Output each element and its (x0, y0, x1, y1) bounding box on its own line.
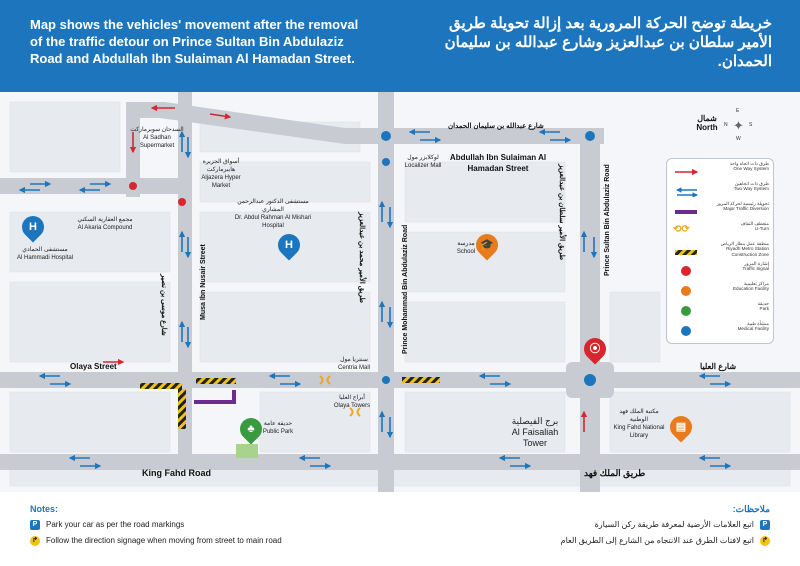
medical-icon: H (29, 221, 37, 233)
label-abdullah-ar: شارع عبدالله بن سليمان الحمدان (448, 123, 544, 130)
place-localizer: لوكلايزر مول Localizer Mall (404, 155, 442, 169)
construction-zone (178, 389, 186, 429)
label-pm-en: Prince Mohammad Bin Abdulaziz Road (402, 224, 409, 354)
compass-ar: شمال (697, 114, 717, 123)
legend-one-way: طرق ذات اتجاه واحد One Way System (667, 161, 773, 177)
place-school: مدرسة School (456, 241, 476, 255)
label-ps-ar: طريق الأمير سلطان بن عبدالعزيز (558, 164, 565, 261)
education-icon: 🎓 (480, 239, 494, 251)
place-mishari: مستشفى الدكتور عبدالرحمن المشاري Dr. Abdul Rahman Al Mishari Hospital (234, 199, 312, 229)
legend-park: حديقة Park (667, 301, 773, 317)
park-pin[interactable] (235, 413, 266, 444)
label-musa-ar: شارع موسى بن نصير (160, 274, 167, 336)
compass-e: E (736, 108, 740, 114)
label-pm-ar: طريق الأمير محمد بن عبدالعزيز (358, 212, 365, 304)
parking-icon: P (30, 520, 40, 530)
construction-zone (402, 377, 440, 383)
legend-medical: منشأة طبية Medical Facility (667, 321, 773, 337)
label-musa-en: Musa Ibn Nusair Street (200, 244, 207, 320)
education-legend-icon (673, 284, 701, 294)
place-public-park: حديقة عامة Public Park (262, 421, 294, 435)
book-icon: ▤ (675, 421, 687, 433)
place-sadhan: السدحان سوبرماركت Al Sadhan Supermarket (130, 127, 184, 149)
signal-legend-icon (673, 264, 701, 274)
compass-w: W (736, 136, 741, 142)
notes-title-ar: ملاحظات: (732, 504, 770, 514)
legend-construction: منطقة عمل مطار الرياض Riyadh Metro Station Construction Zone (667, 241, 773, 257)
king-fahd-road (0, 454, 800, 470)
note-direction-en: Follow the direction signage when moving from street to main road (46, 536, 282, 545)
place-faisaliah: برج الفيصلية Al Faisaliah Tower (511, 416, 559, 448)
compass-s: S (749, 122, 753, 128)
place-akaria: مجمع العقارية السكني Al Akaria Compound (77, 217, 133, 231)
notes-section (0, 492, 800, 566)
title-english: Map shows the vehicles' movement after the removal of the traffic detour on Prince Sultan Bin Abdulaziz Road and Abdullah Ibn Sulaiman Al Hamadan Street. (30, 17, 359, 66)
direction-sign-icon: ↱ (760, 536, 770, 546)
label-ps-en: Prince Sultan Bin Abdulaziz Road (604, 164, 611, 276)
traffic-signal-icon: ⦿ (589, 343, 601, 355)
place-olaya-towers: أبراج العليا Olaya Towers (333, 395, 371, 409)
legend-signal: إشارة المرور Traffic Signal (667, 261, 773, 277)
u-turn-legend-icon: ⟲⟳ (673, 224, 690, 235)
place-hammadi: مستشفى الحمادي Al Hammadi Hospital (16, 247, 74, 261)
library-pin[interactable] (665, 411, 696, 442)
legend-u-turn: ⟲⟳ منعطف التفاف U-Turn (673, 221, 769, 235)
place-library: مكتبة الملك فهد الوطنية King Fahd National Library (613, 409, 665, 439)
traffic-signal-pin[interactable] (579, 333, 610, 364)
header-banner (0, 0, 800, 92)
note-parking-ar: اتبع العلامات الأرضية لمعرفة طريقة ركن السيارة (594, 520, 754, 529)
label-olaya-en: Olaya Street (70, 362, 117, 371)
olaya-road (0, 372, 800, 388)
construction-zone (196, 378, 236, 384)
park-legend-icon (673, 304, 701, 314)
note-direction-ar: اتبع لافتات الطرق عند الانتجاه من الشارع إلى الطريق العام (560, 536, 754, 545)
prince-mohammad-road (378, 92, 394, 492)
compass (696, 106, 756, 146)
medical-icon: H (285, 239, 293, 251)
traffic-diversion (194, 390, 234, 402)
park-icon: ♣ (247, 423, 255, 435)
legend-diversion: تحويلة رئيسية لحركة المرور Major Traffic Diversion (667, 201, 773, 217)
place-centria: سنتريا مول Centria Mall (337, 357, 370, 371)
compass-en: North (696, 123, 718, 132)
construction-legend-icon (673, 244, 701, 254)
two-way-legend-icon (673, 184, 701, 194)
label-kingfahd-ar: طريق الملك فهد (584, 468, 646, 478)
school-pin[interactable] (471, 229, 502, 260)
title-arabic: خريطة توضح الحركة المرورية بعد إزالة تحويلة طريق الأمير سلطان بن عبدالعزيز وشارع عبدالله بن سليمان الحمدان. (444, 15, 772, 70)
label-kingfahd-en: King Fahd Road (142, 468, 211, 478)
park-area (236, 444, 258, 458)
legend-two-way: طرق ذات اتجاهين Two Way System (667, 181, 773, 197)
legend-education: مراكز تعليمية Education Facility (667, 281, 773, 297)
label-olaya-ar: شارع العليا (700, 362, 737, 371)
compass-rose-icon: E W N S ✦ (724, 108, 753, 142)
one-way-legend-icon (673, 164, 701, 174)
prince-sultan-road (580, 128, 600, 492)
map-area[interactable] (0, 92, 800, 492)
hospital-pin-mishari[interactable] (273, 229, 304, 260)
compass-n: N (724, 122, 728, 128)
map-legend (666, 158, 774, 344)
notes-title-en: Notes: (30, 504, 59, 514)
note-parking-en: Park your car as per the road markings (46, 520, 185, 529)
construction-zone (140, 383, 182, 389)
diversion-legend-icon (673, 204, 701, 214)
place-aljazera: أسواق الجزيرة هايبرماركت Aljazera Hyper Market (201, 159, 241, 189)
label-abdullah-en: Abdullah Ibn Sulaiman Al Hamadan Street (449, 153, 547, 173)
medical-legend-icon (673, 324, 701, 334)
parking-icon: P (760, 520, 770, 530)
west-road (0, 178, 190, 194)
direction-sign-icon: ↱ (30, 536, 40, 546)
hospital-pin-hammadi[interactable] (17, 211, 48, 242)
